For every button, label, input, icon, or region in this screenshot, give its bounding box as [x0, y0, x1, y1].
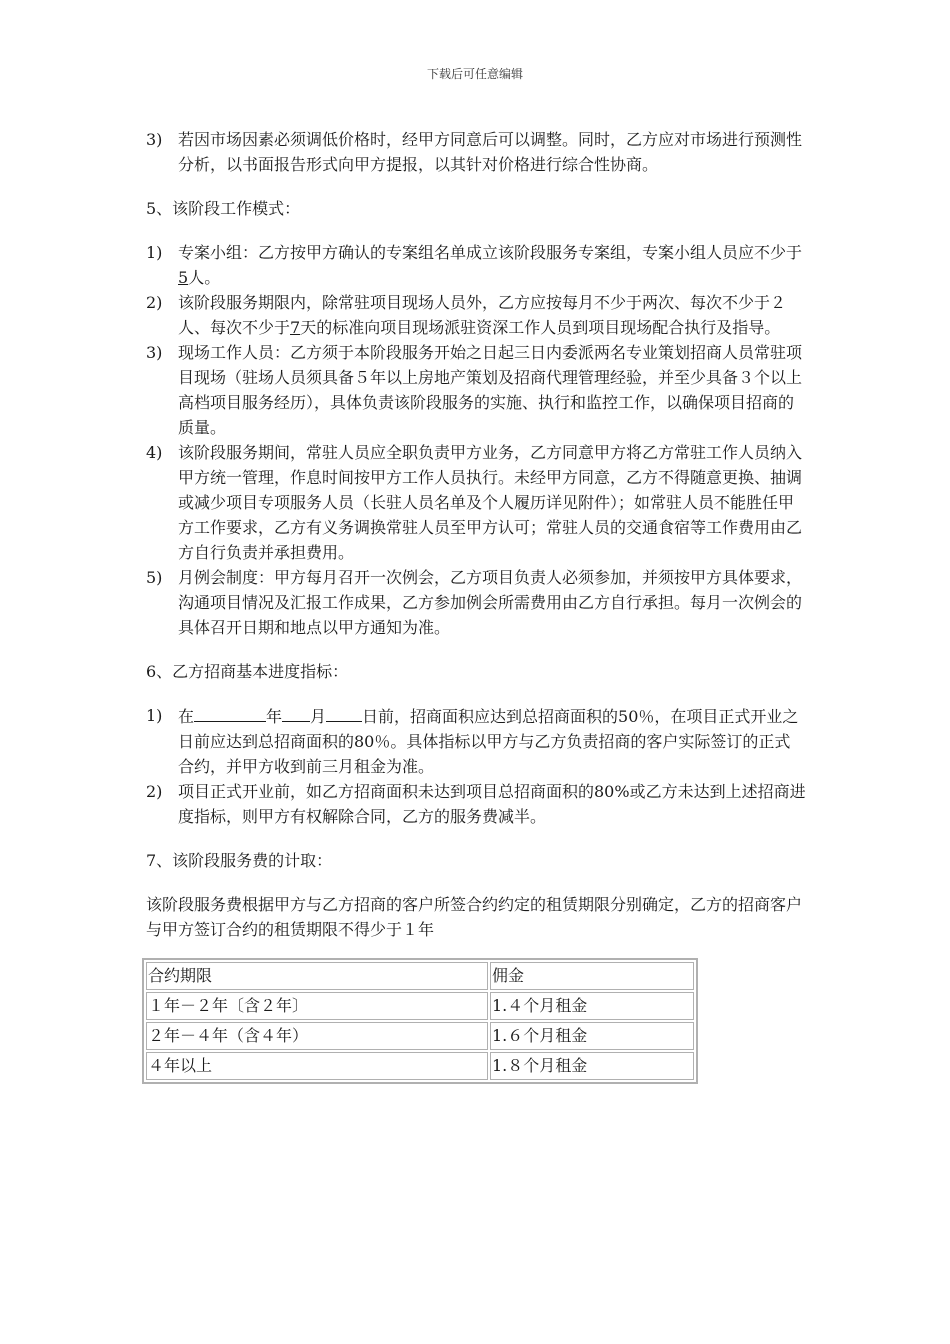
- section-5-list: [146, 240, 806, 640]
- table-header-cell: 佣金: [490, 962, 694, 990]
- table-cell: 1.４个月租金: [490, 992, 694, 1020]
- list-item: [146, 290, 806, 340]
- table-row: [146, 992, 694, 1020]
- item-text: [178, 240, 806, 290]
- underlined-value: 7: [290, 318, 301, 337]
- list-item: [146, 240, 806, 290]
- blank-day-field: [326, 703, 362, 722]
- item-text: 项目正式开业前，如乙方招商面积未达到项目总招商面积的80%或乙方未达到上述招商进度指标，则甲方有权解除合同，乙方的服务费减半。: [178, 782, 806, 826]
- document-body: [146, 127, 806, 1084]
- item-text: 现场工作人员：乙方须于本阶段服务开始之日起三日内委派两名专业策划招商人员常驻项目现场（驻场人员须具备５年以上房地产策划及招商代理管理经验，并至少具备３个以上高档项目服务经历），具体负责该阶段服务的实施、执行和监控工作，以确保项目招商的质量。: [178, 343, 803, 437]
- item-number: 1): [146, 706, 163, 725]
- table-header-row: [146, 962, 694, 990]
- item-number: 3): [146, 130, 163, 149]
- list-item: [146, 779, 806, 829]
- item-text-part: 该阶段服务期限内，除常驻项目现场人员外，乙方应按每月不少于两次、每次不少于２人、每次不少于: [178, 293, 787, 337]
- item-number: 4): [146, 443, 163, 462]
- list-item: [146, 340, 806, 440]
- item-number: 5): [146, 568, 163, 587]
- commission-table: [142, 958, 698, 1084]
- section-5-title: 5、该阶段工作模式：: [146, 199, 301, 218]
- table-cell: ２年－４年（含４年）: [146, 1022, 488, 1050]
- item-text: 若因市场因素必须调低价格时，经甲方同意后可以调整。同时，乙方应对市场进行预测性分析，以书面报告形式向甲方提报，以其针对价格进行综合性协商。: [178, 130, 803, 174]
- section-7-title: 7、该阶段服务费的计取：: [146, 851, 333, 870]
- underlined-value: 5: [178, 268, 189, 287]
- table-cell: 1.８个月租金: [490, 1052, 694, 1080]
- page-header: 下载后可任意编辑: [426, 67, 523, 81]
- item-number: 2): [146, 782, 163, 801]
- table-row: [146, 1052, 694, 1080]
- item-text-part: 年: [266, 707, 283, 726]
- section-6-list: [146, 703, 806, 829]
- table-cell: ４年以上: [146, 1052, 488, 1080]
- item-text: [178, 703, 806, 779]
- list-item: [146, 703, 806, 779]
- item-number: 2): [146, 293, 163, 312]
- item-text: [178, 290, 806, 340]
- item-text-part: 在: [178, 707, 195, 726]
- list-item: [146, 565, 806, 640]
- item-number: 3): [146, 343, 163, 362]
- blank-month-field: [282, 703, 310, 722]
- item-text-part: 人。: [188, 268, 221, 287]
- table-header-cell: 合约期限: [146, 962, 488, 990]
- item-text: 月例会制度：甲方每月召开一次例会，乙方项目负责人必须参加，并须按甲方具体要求，沟通项目情况及汇报工作成果，乙方参加例会所需费用由乙方自行承担。每月一次例会的具体召开日期和地点以甲方通知为准。: [178, 568, 803, 637]
- item-text-part: 日前，招商面积应达到总招商面积的50％，在项目正式开业之日前应达到总招商面积的80％。具体指标以甲方与乙方负责招商的客户实际签订的正式合约，并甲方收到前三月租金为准。: [178, 707, 799, 776]
- table-cell: 1.６个月租金: [490, 1022, 694, 1050]
- item-text: 该阶段服务期间，常驻人员应全职负责甲方业务，乙方同意甲方将乙方常驻工作人员纳入甲方统一管理，作息时间按甲方工作人员执行。未经甲方同意，乙方不得随意更换、抽调或减少项目专项服务人员（长驻人员名单及个人履历详见附件）；如常驻人员不能胜任甲方工作要求，乙方有义务调换常驻人员至甲方认可；常驻人员的交通食宿等工作费用由乙方自行负责并承担费用。: [178, 443, 803, 562]
- blank-year-field: [194, 703, 266, 722]
- table-cell: １年－２年〔含２年〕: [146, 992, 488, 1020]
- item-text-part: 专案小组：乙方按甲方确认的专案组名单成立该阶段服务专案组，专案小组人员应不少于: [178, 243, 803, 262]
- fee-description: 该阶段服务费根据甲方与乙方招商的客户所签合约约定的租赁期限分别确定，乙方的招商客户与甲方签订合约的租赁期限不得少于１年: [146, 895, 803, 939]
- list-item: [146, 127, 806, 177]
- list-item: [146, 440, 806, 565]
- item-text-part: 月: [310, 707, 327, 726]
- item-number: 1): [146, 243, 163, 262]
- section-6-title: 6、乙方招商基本进度指标：: [146, 662, 349, 681]
- item-text-part: 天的标准向项目现场派驻资深工作人员到项目现场配合执行及指导。: [300, 318, 781, 337]
- table-row: [146, 1022, 694, 1050]
